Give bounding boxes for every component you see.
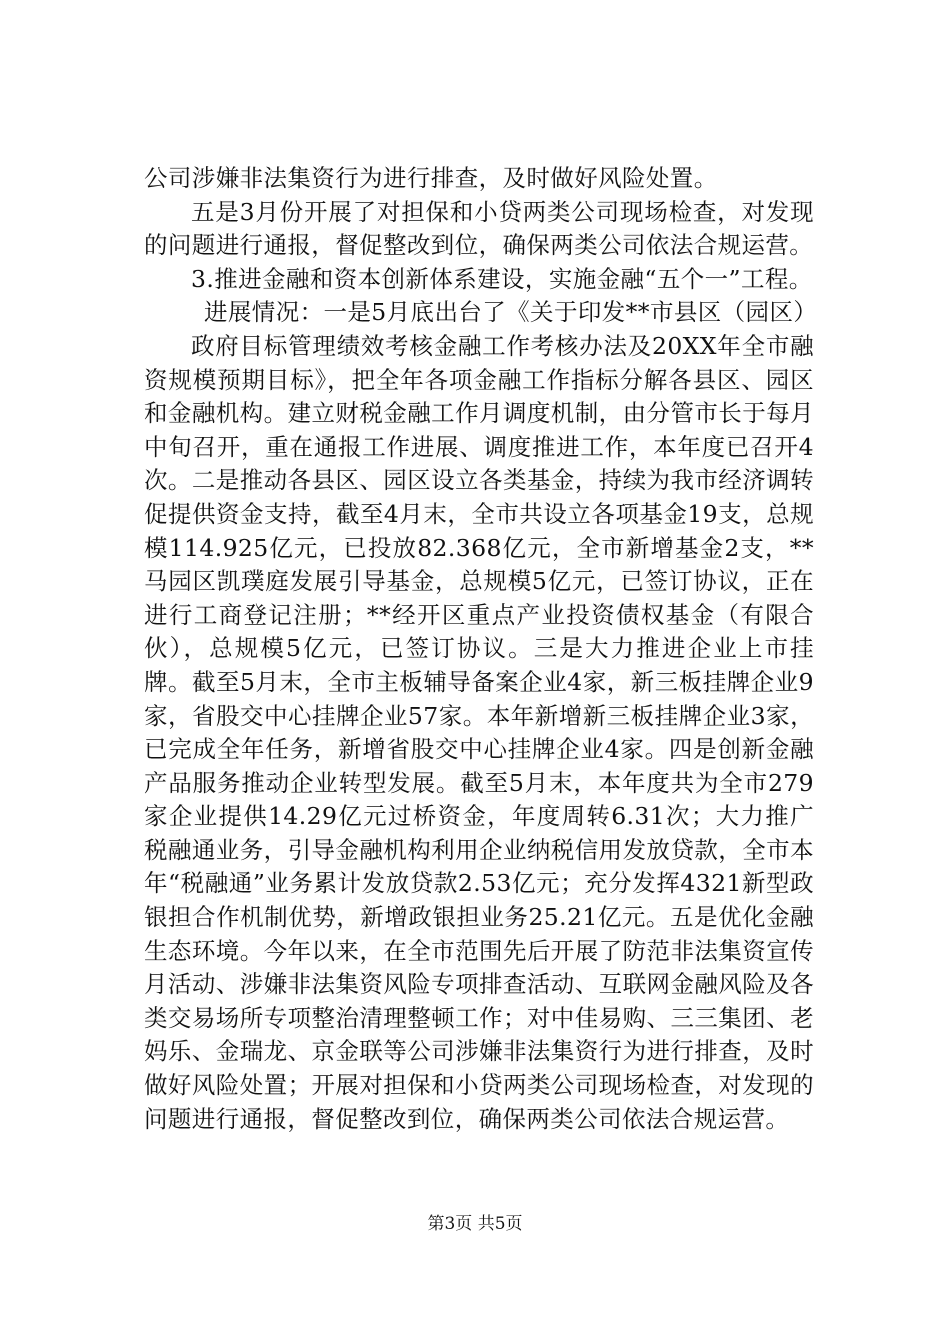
page-number: 第3页 共5页 — [427, 1214, 523, 1234]
paragraph-progress-intro: 进展情况：一是5月底出台了《关于印发**市县区（园区） — [204, 298, 818, 327]
section-heading: 3.推进金融和资本创新体系建设，实施金融“五个一”工程。 — [191, 264, 813, 293]
document-body — [144, 162, 818, 1136]
paragraph-continuation: 公司涉嫌非法集资行为进行排查，及时做好风险处置。 — [144, 164, 718, 192]
paragraph-inspection: 五是3月份开展了对担保和小贷两类公司现场检查，对发现的问题进行通报，督促整改到位，确保两类公司依法合规运营。 — [144, 197, 814, 260]
paragraph-progress-detail: 政府目标管理绩效考核金融工作考核办法及20XX年全市融资规模预期目标》，把全年各项金融工作指标分解各县区、园区和金融机构。建立财税金融工作月调度机制，由分管市长于每月中旬召开，重在通报工作进展、调度推进工作，本年度已召开4次。二是推动各县区、园区设立各类基金，持续为我市经济调转促提供资金支持，截至4月末，全市共设立各项基金19支，总规模114.925亿元，已投放82.368亿元，全市新增基金2支，**马园区凯璞庭发展引导基金，总规模5亿元，已签订协议，正在进行工商登记注册；**经开区重点产业投资债权基金（有限合伙），总规模5亿元，已签订协议。三是大力推进企业上市挂牌。截至5月末，全市主板辅导备案企业4家，新三板挂牌企业9家，省股交中心挂牌企业57家。本年新增新三板挂牌企业3家，已完成全年任务，新增省股交中心挂牌企业4家。四是创新金融产品服务推动企业转型发展。截至5月末，本年度共为全市279家企业提供14.29亿元过桥资金，年度周转6.31次；大力推广税融通业务，引导金融机构利用企业纳税信用发放贷款，全市本年“税融通”业务累计发放贷款2.53亿元；充分发挥4321新型政银担合作机制优势，新增政银担业务25.21亿元。五是优化金融生态环境。今年以来，在全市范围先后开展了防范非法集资宣传月活动、涉嫌非法集资风险专项排查活动、互联网金融风险及各类交易场所专项整治清理整顿工作；对中佳易购、三三集团、老妈乐、金瑞龙、京金联等公司涉嫌非法集资行为进行排查，及时做好风险处置；开展对担保和小贷两类公司现场检查，对发现的问题进行通报，督促整改到位，确保两类公司依法合规运营。 — [144, 331, 814, 1133]
